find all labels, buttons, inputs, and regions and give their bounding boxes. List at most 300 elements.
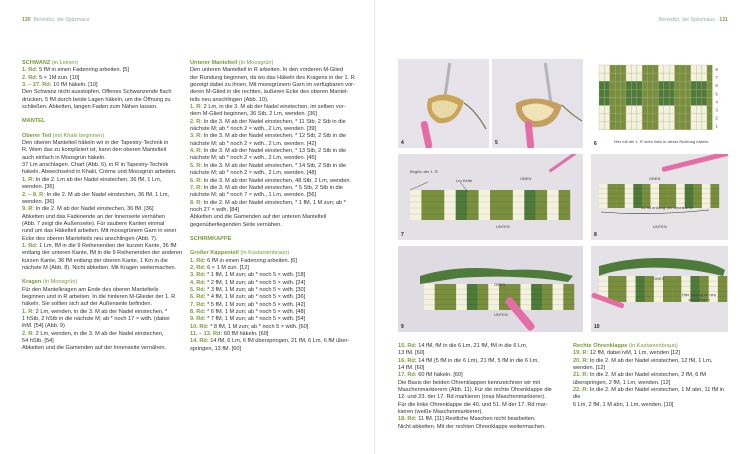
chart-row-number: 2	[715, 115, 718, 121]
row-instruction: In die 3. M ab der Nadel einstechen, * 11 Stb, 2 Stb in die	[202, 118, 346, 125]
body-text-line: 13 fM. [60]	[398, 350, 425, 357]
body-text-line: ihM. [54] (Abb. 9)	[22, 323, 65, 330]
pattern-row	[573, 387, 733, 402]
chart-cell	[653, 65, 658, 73]
chart-cell	[637, 89, 642, 97]
chart-cell	[680, 97, 685, 105]
swatch-stripe	[467, 190, 479, 220]
heading-color-note: (in Moosgrün)	[41, 279, 78, 286]
heading-text: Großer Kappenteil	[190, 250, 239, 257]
body-text-line: dern M-Glied beginnen, 36 Stb, 2 Lm, wenden. [36]	[190, 111, 317, 118]
chart-cell	[653, 81, 658, 89]
chart-cell	[707, 106, 712, 114]
chart-cell	[685, 81, 690, 89]
pattern-row	[190, 148, 360, 155]
chart-cell	[658, 89, 663, 97]
chart-cell	[621, 81, 626, 89]
chart-cell	[631, 106, 636, 114]
swatch-stripe	[520, 284, 531, 310]
heading-color-note: (in Kastanienbraun)	[627, 343, 678, 349]
pattern-row	[573, 358, 733, 365]
chart-cell	[610, 97, 615, 105]
swatch-stripe	[625, 184, 634, 208]
chart-cell	[680, 114, 685, 122]
row-label: 21. R:	[573, 372, 589, 379]
row-instruction: * 7 fM, 1 M zun; ab * noch 5 × wdh. [54]	[205, 316, 306, 323]
row-instruction: In die 3. M ab der Nadel einstechen, * 5 Stb, 2 Stb in die	[202, 184, 343, 191]
chart-cell	[610, 73, 615, 81]
heading-color-note: (in Leinen)	[50, 60, 79, 66]
chart-cell	[707, 97, 712, 105]
text-column-4	[573, 343, 733, 409]
chart-cell	[669, 89, 674, 97]
row-instruction: 14 fM, 6 Lm, 6 fM überspringen, 21 fM, 6 Lm, 6 fM über-	[208, 338, 350, 345]
pattern-row	[190, 178, 360, 185]
body-text-line: Die Basis der beiden Ohrenklappen kennzeichnen wir mit	[398, 379, 541, 386]
heading-text: MANTEL	[22, 118, 46, 125]
row-label: 2. Rd:	[190, 264, 206, 271]
chart-cell	[610, 122, 615, 130]
chart-row-number: 5	[715, 91, 718, 97]
chart-cell	[653, 114, 658, 122]
chart-cell	[696, 73, 701, 81]
chart-cell	[631, 97, 636, 105]
body-text-line: deren M-Glied in die rechten, äußeren Ecke des oberen Mantel-	[190, 89, 349, 96]
chart-cell	[604, 73, 609, 81]
row-instruction: 14 fM, fM in die 6 Lm, 21 fM, fM in die 6 Lm,	[416, 343, 528, 349]
chart-caption: Hier mit der 1. R oben links in dieser Richtung häkeln.	[613, 139, 710, 144]
text-column-2	[190, 60, 360, 353]
chart-cell	[702, 122, 707, 130]
chart-cell	[615, 106, 620, 114]
chart-cell	[707, 65, 712, 73]
row-instruction: In die 2. M ab der Nadel einstechen, 1 M abn, 11 fM in die	[573, 387, 725, 401]
chart-cell	[637, 65, 642, 73]
photo-7-illustration	[398, 154, 583, 240]
heading-text: Oberer Teil	[22, 132, 52, 139]
chart-cell	[658, 73, 663, 81]
chart-cell	[637, 114, 642, 122]
pattern-row	[190, 185, 360, 192]
row-label: 1. Rd:	[22, 67, 38, 74]
row-instruction: 5 fM in einen Fadenring arbeiten. [5]	[37, 67, 129, 74]
chart-cell	[626, 73, 631, 81]
chart-cell	[675, 73, 680, 81]
body-text-line: überspringen, 2 fM, 1 Lm, wenden. [12]	[573, 379, 671, 386]
chart-cell	[615, 122, 620, 130]
right-header	[659, 17, 728, 23]
pattern-row	[398, 372, 568, 379]
row-label: 16. Rd:	[398, 357, 417, 364]
row-instruction: 14 fM (5 fM in die 6 Lm), 21 fM, 5 fM in die 6 Lm,	[416, 357, 539, 364]
chart-cell	[626, 81, 631, 89]
chart-cell	[653, 106, 658, 114]
photo-7-label-start: Beginn der 1. R	[410, 169, 438, 174]
photo-5-illustration	[492, 59, 583, 148]
row-instruction: In die 2. M ab der Nadel einstechen, 36 fM. [36]	[34, 206, 154, 213]
right-running-title: Benedict, die Spitzmaus	[658, 17, 715, 23]
row-instruction: 2 Lm, in die 3. M ab der Nadel einstechen, im selben vor-	[202, 104, 346, 111]
pattern-row	[22, 206, 187, 213]
chart-cell	[685, 106, 690, 114]
chart-cell	[707, 122, 712, 130]
row-label: 14. Rd:	[190, 338, 209, 345]
photo-10	[591, 246, 728, 332]
chart-cell	[599, 106, 604, 114]
row-instruction: * 3 fM, 1 M zun; ab * noch 5 × wdh. [30]	[205, 286, 306, 293]
body-text-line: 54 hStb. [54]	[22, 338, 54, 345]
body-text-line: nächste M (Abb. 8). Nicht abketten. Mit Kragen weitermachen.	[22, 264, 177, 271]
swatch-stripe	[663, 276, 672, 302]
text-column-3	[398, 343, 568, 431]
swatch-stripe	[410, 190, 422, 220]
chart-cell	[691, 97, 696, 105]
paragraph-gap	[22, 272, 187, 279]
row-label: 8. Rd:	[190, 309, 206, 315]
section-heading	[22, 133, 187, 140]
photo-9-label-bottom: UNTEN	[494, 312, 508, 317]
chart-cell	[696, 65, 701, 73]
chart-cell	[604, 89, 609, 97]
pattern-row	[190, 133, 360, 140]
paragraph-gap	[22, 111, 187, 118]
chart-cell	[664, 73, 669, 81]
chart-cell	[610, 106, 615, 114]
body-text-line: gegenüberliegenden Seite vernähen.	[190, 221, 282, 228]
chart-row-number: 3	[715, 107, 718, 113]
swatch-stripe	[553, 284, 564, 310]
body-text-line: 12. und 23. der 17. Rd markieren (rosa Maschenmarkierer).	[398, 394, 546, 401]
chart-cell	[642, 122, 647, 130]
left-page-number: 130	[22, 17, 31, 23]
chart-cell	[658, 114, 663, 122]
swatch-stripe	[424, 284, 435, 310]
chart-cell	[669, 73, 674, 81]
swatch-stripe	[636, 276, 645, 302]
pattern-row	[398, 343, 568, 350]
swatch-stripe	[421, 190, 433, 220]
pattern-row	[190, 163, 360, 170]
chart-cell	[680, 89, 685, 97]
row-label: 9. Rd:	[190, 316, 206, 323]
chart-cell	[691, 73, 696, 81]
chart-cell	[615, 81, 620, 89]
pattern-row	[190, 294, 360, 301]
paragraph-gap	[190, 229, 360, 236]
row-label: 4. R:	[190, 148, 203, 155]
chart-cell	[599, 65, 604, 73]
row-label: 15. Rd:	[398, 343, 417, 349]
photo-10-number: 10	[594, 324, 600, 330]
row-instruction: In die 2. M ab der Nadel einstechen, * 1 fM, 1 M zun; ab *	[202, 199, 346, 206]
chart-cell	[637, 73, 642, 81]
photo-8-label-edge: 36 fM entlang der Unterkante	[641, 205, 693, 210]
tapestry-chart	[591, 59, 728, 137]
chart-cell	[642, 114, 647, 122]
body-text-line: gezeigt dabei zu ihnen. Mit moosgrünem Garn im verfügbaren vor-	[190, 82, 355, 89]
row-label: 2. Rd:	[22, 74, 38, 81]
chart-cell	[610, 65, 615, 73]
section-heading	[22, 118, 187, 125]
body-text-line: nächste M; ab * noch 2 × wdh., 2 Lm, wenden. [42]	[190, 140, 317, 147]
swatch-stripe	[456, 284, 467, 310]
row-label: 1. R:	[22, 176, 35, 183]
pattern-row	[190, 324, 360, 331]
chart-cell	[680, 73, 685, 81]
chart-cell	[696, 122, 701, 130]
chart-cell	[637, 122, 642, 130]
chart-cell	[696, 114, 701, 122]
row-instruction: In die 3. M ab der Nadel einstechen, 48 Stb, 2 Lm, wenden.	[202, 177, 352, 184]
swatch-stripe	[559, 190, 571, 220]
chart-cell	[599, 73, 604, 81]
chart-cell	[669, 81, 674, 89]
swatch-stripe	[710, 184, 719, 208]
body-text-line: nächste M; ab * noch 2 × wdh., 2 Lm, wenden. [45]	[190, 155, 317, 162]
chart-cell	[604, 65, 609, 73]
chart-cell	[680, 65, 685, 73]
chart-cell	[707, 114, 712, 122]
chart-cell	[653, 122, 658, 130]
chart-cell	[626, 122, 631, 130]
chart-cell	[669, 106, 674, 114]
row-instruction: * 2 fM, 1 M zun; ab * noch 5 × wdh. [24]	[205, 279, 306, 286]
body-text-line: Nicht abketten. Mit der rechten Ohrenklappe weitermachen.	[398, 423, 546, 430]
chart-cell	[675, 89, 680, 97]
body-text-line: Ecke des oberen Mantelteils neu anschlingen (Abb. 7).	[22, 235, 158, 242]
section-heading	[190, 236, 360, 243]
row-label: 2. R:	[190, 118, 203, 125]
row-label: 19. R:	[573, 350, 589, 357]
chart-cell	[675, 65, 680, 73]
pattern-row	[573, 350, 733, 357]
body-text-line: Abketten und das Fadenende an der Innenseite vernähen	[22, 213, 166, 220]
chart-cell	[604, 122, 609, 130]
chart-cell	[675, 97, 680, 105]
row-instruction: 12 fM, dabei ivM, 1 Lm, wenden [12]	[588, 350, 680, 357]
chart-cell	[658, 65, 663, 73]
chart-cell	[685, 73, 690, 81]
photo-5	[492, 59, 583, 148]
chart-cell	[631, 89, 636, 97]
chart-cell	[642, 65, 647, 73]
chart-cell	[680, 81, 685, 89]
photo-4-number: 4	[401, 140, 404, 146]
pattern-row	[22, 309, 187, 316]
chart-cell	[599, 81, 604, 89]
pattern-row	[190, 338, 360, 345]
chart-cell	[637, 106, 642, 114]
pattern-row	[190, 258, 360, 265]
row-instruction: In die 2. M ab der Nadel einstechen, 36 fM, 1 Lm,	[45, 191, 170, 198]
row-label: 1. R:	[190, 104, 203, 111]
row-label: 1. R:	[22, 308, 35, 315]
body-text-line: nächste M; ab * noch 7 × wdh., 1 Lm, wenden. [56]	[190, 192, 317, 199]
swatch-stripe	[456, 190, 468, 220]
row-instruction: 6 × 1 M zun. [12]	[205, 264, 249, 271]
row-instruction: * 1 fM, 1 M zun; ab * noch 5 × wdh. [18]	[205, 272, 306, 279]
row-instruction: 10 fM häkeln. [10]	[51, 82, 98, 89]
row-instruction: 60 fM häkeln. [60]	[222, 331, 269, 338]
row-instruction: In die 2. Lm ab der Nadel einstechen, 36 fM, 1 Lm,	[34, 176, 162, 183]
chart-cell	[642, 89, 647, 97]
swatch-stripe	[608, 184, 617, 208]
pattern-row	[190, 104, 360, 111]
chart-cell	[669, 65, 674, 73]
swatch-stripe	[490, 190, 502, 220]
section-heading	[573, 343, 733, 350]
swatch-stripe	[693, 184, 702, 208]
heading-color-note: (in Kastanienbraun)	[238, 250, 290, 257]
chart-cell	[702, 65, 707, 73]
section-heading	[190, 60, 360, 67]
photo-10-illustration	[591, 246, 728, 332]
chart-cell	[642, 97, 647, 105]
body-text-line: Maschenmarkierern (Abb. 11). Für die rechte Ohrenklappe die	[398, 387, 552, 394]
swatch-stripe	[445, 284, 456, 310]
swatch-stripe	[702, 184, 711, 208]
row-label: 6. R:	[190, 177, 203, 184]
photo-7	[398, 154, 583, 240]
pattern-row	[190, 287, 360, 294]
body-text-line: beginnen und in R arbeiten. In die hinteren M-Glieder der 1. R	[22, 293, 176, 300]
chart-cell	[621, 97, 626, 105]
chart-cell	[637, 97, 642, 105]
chart-cell	[599, 122, 604, 130]
row-instruction: 2 Lm, wenden, in die 3. M ab der Nadel einstechen, *	[34, 308, 168, 315]
row-label: 2. – 8. R:	[22, 191, 46, 198]
row-label: 10. Rd:	[190, 323, 209, 330]
row-label: 5. R:	[190, 162, 203, 169]
chart-cell	[615, 97, 620, 105]
pattern-row	[22, 67, 187, 74]
body-text-line: nächste M; ab * noch 2 × wdh., 2 Lm, wenden. [39]	[190, 126, 317, 133]
body-text-line: Abketten und die Gamenden auf der Innenseite vernähen.	[22, 345, 166, 352]
swatch-stripe	[479, 190, 491, 220]
swatch-stripe	[617, 276, 626, 302]
chart-cell	[653, 89, 658, 97]
section-heading	[22, 279, 187, 286]
chart-cell	[707, 89, 712, 97]
chart-cell	[658, 97, 663, 105]
swatch-stripe	[542, 284, 553, 310]
body-text-line: häkeln. Sie sollten sich auf der Außenseite befinden.	[22, 301, 152, 308]
row-instruction: 60 fM häkeln. [60]	[416, 372, 463, 379]
chart-cell	[626, 65, 631, 73]
photo-7-number: 7	[401, 232, 404, 238]
row-instruction: 1 Lm, fM in die 9 Reihenenden der kurzen Kante, 36 fM	[37, 242, 177, 249]
chart-cell	[621, 106, 626, 114]
chart-cell	[604, 97, 609, 105]
pattern-row	[22, 82, 187, 89]
photo-9	[398, 246, 583, 332]
chart-cell	[691, 65, 696, 73]
body-text-line: rund um das Häkelteil arbeiten. Mit moosgrünem Garn in einer	[22, 228, 177, 235]
photo-7-label-chain: Lm-Kette	[456, 178, 473, 183]
chart-cell	[675, 122, 680, 130]
pattern-row	[190, 200, 360, 207]
photo-7-label-bottom: UNTEN	[496, 224, 510, 229]
chart-cell	[685, 122, 690, 130]
chart-cell	[642, 81, 647, 89]
swatch-stripe	[599, 184, 608, 208]
chart-cell	[610, 114, 615, 122]
swatch-stripe	[608, 276, 617, 302]
chart-cell	[615, 114, 620, 122]
body-text-line: 1 hStb, 2 hStb in die nächste M; ab * noch 17 × wdh. (dabei	[22, 316, 170, 322]
pattern-row	[398, 416, 568, 423]
chart-cell	[685, 65, 690, 73]
chart-cell	[642, 106, 647, 114]
chart-cell	[675, 106, 680, 114]
body-text-line: entlang der unteren Kante, fM in die 9 Reihenenden der anderen	[22, 250, 183, 257]
heading-text: Kragen	[22, 279, 42, 286]
chart-cell	[599, 114, 604, 122]
chart-cell	[599, 89, 604, 97]
body-text-line: R. Wem das zu kompliziert ist, kann den oberen Mantelteil	[22, 147, 167, 154]
chart-cell	[675, 81, 680, 89]
body-text-line: Für den Mantelkragen am Ende des oberen Mantelteils	[22, 286, 159, 293]
pattern-row	[398, 358, 568, 365]
body-text-line: schließen. Abketten, langen Faden zum Nähen lassen.	[22, 104, 158, 111]
chart-cell	[702, 97, 707, 105]
chart-cell	[702, 114, 707, 122]
body-text-line: 6 Lm, 2 fM, 1 M abn, 1 Lm, wenden. [10]	[573, 401, 674, 408]
chart-cell	[610, 89, 615, 97]
chart-cell	[599, 97, 604, 105]
chart-cell	[653, 97, 658, 105]
swatch-stripe	[467, 284, 478, 310]
body-text-line: kurzen Kante, 36 fM entlang der oberen Kante, 1 Km in die	[22, 257, 168, 264]
chart-cell	[675, 114, 680, 122]
chart-cell	[696, 81, 701, 89]
chart-row-number: 8	[715, 67, 718, 72]
chart-cell	[669, 97, 674, 105]
chart-cell	[648, 114, 653, 122]
chart-cell	[696, 97, 701, 105]
chart-cell	[621, 89, 626, 97]
row-label: 5. Rd:	[190, 286, 206, 293]
left-running-title: Benedict, die Spitzmaus	[33, 17, 90, 23]
pattern-row	[22, 192, 187, 199]
body-text-line: springen, 13 fM. [60]	[190, 345, 241, 352]
chart-cell	[626, 106, 631, 114]
row-label: 6. Rd:	[190, 294, 206, 301]
body-text-line: drücken, 5 fM durch beide Lagen häkeln, um die Öffnung zu	[22, 96, 171, 103]
pattern-row	[190, 280, 360, 287]
chart-cell	[615, 89, 620, 97]
photo-6-number: 6	[594, 141, 597, 147]
text-column-1	[22, 60, 187, 353]
body-text-line: Den Schwanz nicht ausstopfen. Offenes Schwanzende flach	[22, 89, 172, 96]
body-text-line: wenden. [12]	[573, 365, 606, 372]
heading-text: SCHWANZ	[22, 60, 51, 66]
chart-cell	[653, 73, 658, 81]
chart-cell	[691, 81, 696, 89]
row-label: 7. R:	[190, 184, 203, 191]
photo-8	[591, 154, 728, 240]
chart-row-number: 7	[715, 75, 718, 81]
row-instruction: 2 Lm, wenden, in die 3. M ab der Nadel einstechen,	[34, 330, 164, 337]
chart-cell	[631, 73, 636, 81]
chart-cell	[664, 81, 669, 89]
right-page-number: 131	[719, 17, 728, 23]
row-label: 7. Rd:	[190, 301, 206, 308]
chart-cell	[604, 106, 609, 114]
row-instruction: * 4 fM, 1 M zun; ab * noch 5 × wdh. [36]	[205, 294, 306, 301]
row-label: 9. R:	[22, 206, 35, 213]
chart-cell	[685, 114, 690, 122]
